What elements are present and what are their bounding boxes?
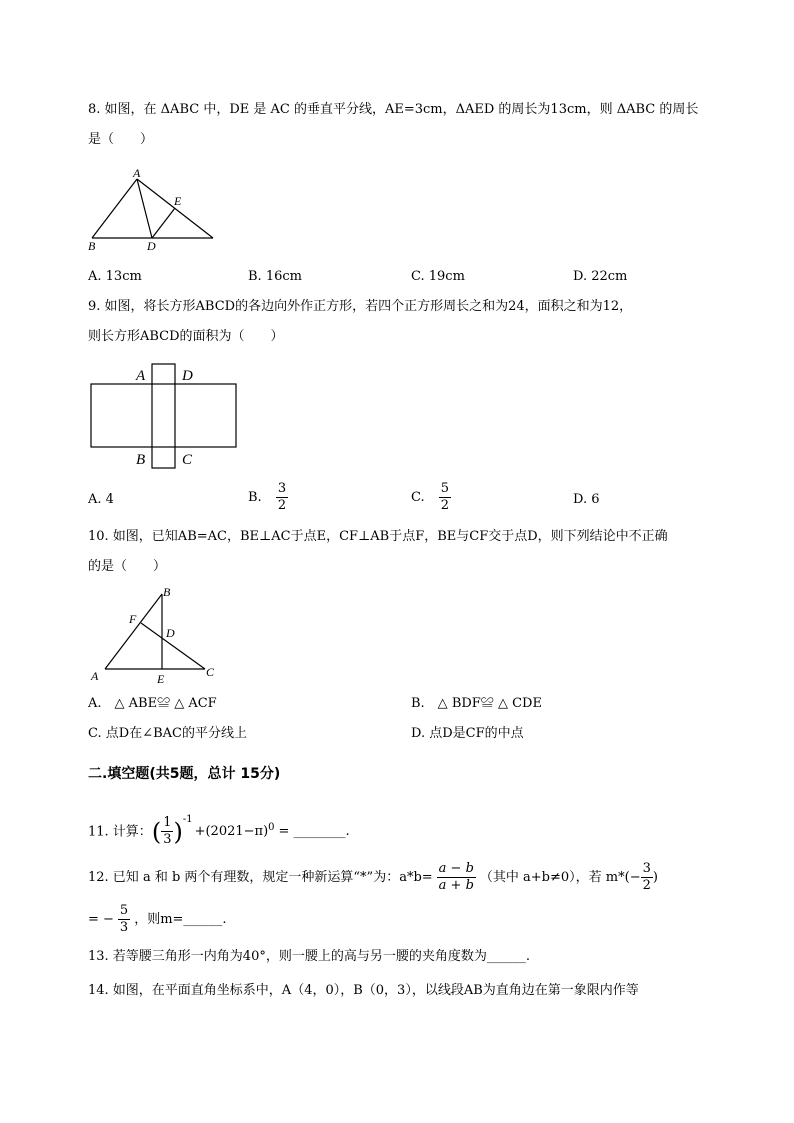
q11-answer-blank: = ________. (278, 824, 350, 840)
q9-label-b: B (136, 452, 146, 468)
q10-line1: 10. 如图，已知AB=AC，BE⊥AC于点E，CF⊥AB于点F，BE与CF交于点D，则下列结论中不正确 (88, 529, 668, 544)
q8-option-d[interactable]: D. 22cm (573, 269, 628, 284)
q10-option-c[interactable]: C. 点D在∠BAC的平分线上 (88, 726, 247, 741)
section-title-fill-in: 二.填空题(共5题，总计 15分) (88, 766, 281, 782)
q8-label-e: E (174, 194, 182, 208)
q12-prefix: 12. 已知 a 和 b 两个有理数，规定一种新运算“*”为：a*b= (88, 870, 433, 885)
q10-label-f: F (129, 612, 137, 626)
q9-option-b-prefix: B. (248, 490, 262, 505)
q11-line (88, 808, 350, 852)
q8-option-c[interactable]: C. 19cm (411, 269, 465, 284)
q12-end-paren: ) (652, 870, 658, 885)
q9-option-c-fraction: $\frac{5}{2}$ (440, 481, 450, 513)
q12-middle: （其中 a+b≠0），若 m*(− (479, 870, 641, 885)
q9-label-c: C (182, 452, 193, 468)
q10-option-d[interactable]: D. 点D是CF的中点 (411, 726, 524, 741)
q11-exponent: -1 (182, 814, 193, 825)
q8-option-b[interactable]: B. 16cm (248, 269, 302, 284)
q8-label-a: A (133, 166, 141, 180)
q10-label-d: D (166, 626, 175, 640)
q12-answer-blank: ，则m=______. (134, 912, 227, 927)
q10-label-b: B (163, 585, 171, 599)
q9-label-a: A (136, 368, 146, 384)
q9-option-c-prefix: C. (411, 490, 425, 505)
q8-option-a[interactable]: A. 13cm (88, 269, 142, 284)
q11-fraction: $\frac{1}{3}$ (163, 815, 172, 848)
q9-line2: 则长方形ABCD的面积为（ ） (88, 329, 284, 344)
q10-option-b[interactable]: B. △ BDF≌ △ CDE (411, 696, 542, 711)
q12-fraction-five-thirds: $\frac{5}{3}$ (119, 903, 129, 935)
q13-line: 13. 若等腰三角形一内角为40°，则一腰上的高与另一腰的夹角度数为______. (88, 949, 530, 964)
q11-paren-close: ) (173, 817, 183, 846)
q11-exponent-zero: 0 (268, 822, 275, 833)
q10-label-a: A (91, 669, 99, 683)
q8-line1: 8. 如图，在 ΔABC 中，DE 是 AC 的垂直平分线，AE=3cm，ΔAED 的周长为13cm，则 ΔABC 的周长 (88, 102, 699, 117)
q9-label-d: D (182, 368, 193, 384)
q10-line2: 的是（ ） (88, 559, 167, 574)
q10-label-c: C (206, 665, 215, 679)
q11-prefix: 11. 计算： (88, 824, 152, 840)
q12-fraction-three-halves: $\frac{3}{2}$ (642, 861, 651, 893)
q8-label-b: B (88, 239, 96, 253)
q10-label-e: E (157, 672, 165, 686)
q8-line2: 是（ ） (88, 132, 154, 147)
q12-fraction-definition: $\frac{a - b}{a + b}$ (438, 861, 474, 893)
q12-line2 (88, 898, 227, 942)
q14-line: 14. 如图，在平面直角坐标系中，A（4，0），B（0，3），以线段AB为直角边在第一象限内作等 (88, 983, 639, 998)
q12-line1 (88, 856, 658, 900)
q11-paren-open: ( (151, 817, 162, 846)
q9-option-a[interactable]: A. 4 (88, 492, 114, 507)
q9-line1: 9. 如图，将长方形ABCD的各边向外作正方形，若四个正方形周长之和为24，面积之和为12， (88, 299, 633, 314)
q11-middle: +(2021−π) (194, 824, 269, 840)
q9-option-b-fraction: $\frac{3}{2}$ (277, 481, 287, 513)
q8-label-d: D (147, 239, 156, 253)
q12-line2-prefix: = − (88, 912, 114, 927)
q10-option-a[interactable]: A. △ ABE≌ △ ACF (88, 696, 217, 711)
q9-option-d[interactable]: D. 6 (573, 492, 600, 507)
